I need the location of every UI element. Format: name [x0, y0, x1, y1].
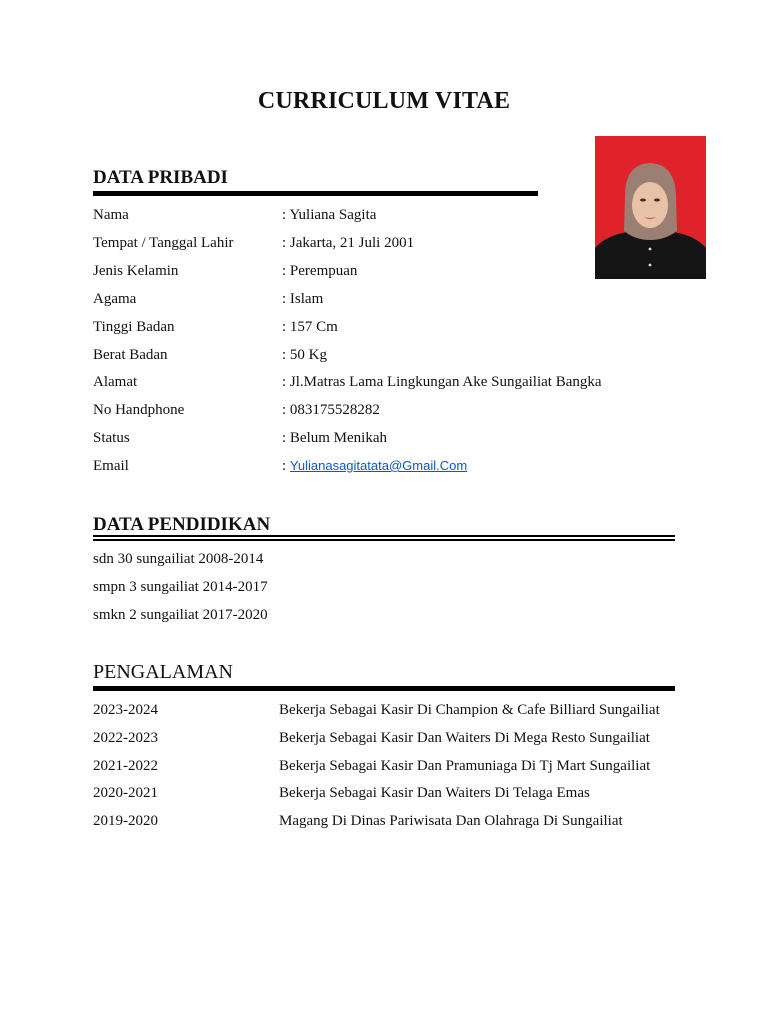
field-value: : Yuliana Sagita	[282, 207, 377, 223]
education-item: smpn 3 sungailiat 2014-2017	[93, 579, 268, 595]
field-label: Email	[93, 458, 129, 474]
field-value: : Jakarta, 21 Juli 2001	[282, 234, 415, 251]
field-value: : 157 Cm	[282, 318, 338, 335]
experience-years: 2022-2023	[93, 729, 158, 746]
experience-years: 2021-2022	[93, 757, 158, 774]
section-divider	[93, 535, 675, 537]
section-heading-experience: PENGALAMAN	[93, 661, 233, 683]
field-value: : 083175528282	[282, 402, 380, 419]
experience-years: 2023-2024	[93, 702, 158, 718]
section-heading-education: DATA PENDIDIKAN	[93, 514, 271, 535]
section-divider	[93, 191, 538, 196]
field-label: Jenis Kelamin	[93, 262, 179, 279]
field-label: Tempat / Tanggal Lahir	[93, 234, 234, 251]
experience-years: 2019-2020	[93, 813, 158, 830]
field-value: : Perempuan	[282, 262, 358, 279]
email-link[interactable]: Yulianasagitatata@Gmail.Com	[289, 458, 468, 473]
field-label: No Handphone	[93, 402, 185, 419]
field-label: Alamat	[93, 374, 138, 391]
field-value: : Jl.Matras Lama Lingkungan Ake Sungailiat Bangka	[282, 374, 602, 391]
education-item: sdn 30 sungailiat 2008-2014	[93, 551, 264, 567]
experience-description: Bekerja Sebagai Kasir Dan Waiters Di Mega Resto Sungailiat	[279, 729, 650, 746]
field-label: Status	[93, 430, 130, 447]
field-label: Tinggi Badan	[93, 318, 175, 335]
page-title: CURRICULUM VITAE	[257, 88, 511, 114]
field-label: Nama	[93, 207, 129, 223]
experience-description: Bekerja Sebagai Kasir Dan Pramuniaga Di Tj Mart Sungailiat	[279, 757, 651, 774]
field-value: : 50 Kg	[282, 346, 327, 363]
field-value: : Belum Menikah	[282, 430, 387, 447]
education-item: smkn 2 sungailiat 2017-2020	[93, 607, 268, 623]
section-divider	[93, 686, 675, 691]
field-label: Agama	[93, 290, 137, 307]
section-divider	[93, 539, 675, 541]
field-value: : Islam	[282, 290, 324, 307]
field-colon: :	[282, 458, 290, 474]
section-heading-personal: DATA PRIBADI	[93, 167, 228, 188]
field-label: Berat Badan	[93, 346, 168, 363]
experience-years: 2020-2021	[93, 785, 158, 802]
experience-description: Bekerja Sebagai Kasir Di Champion & Cafe Billiard Sungailiat	[279, 702, 660, 718]
experience-description: Bekerja Sebagai Kasir Dan Waiters Di Telaga Emas	[279, 785, 590, 802]
profile-photo	[595, 136, 706, 279]
experience-description: Magang Di Dinas Pariwisata Dan Olahraga Di Sungailiat	[279, 813, 623, 830]
